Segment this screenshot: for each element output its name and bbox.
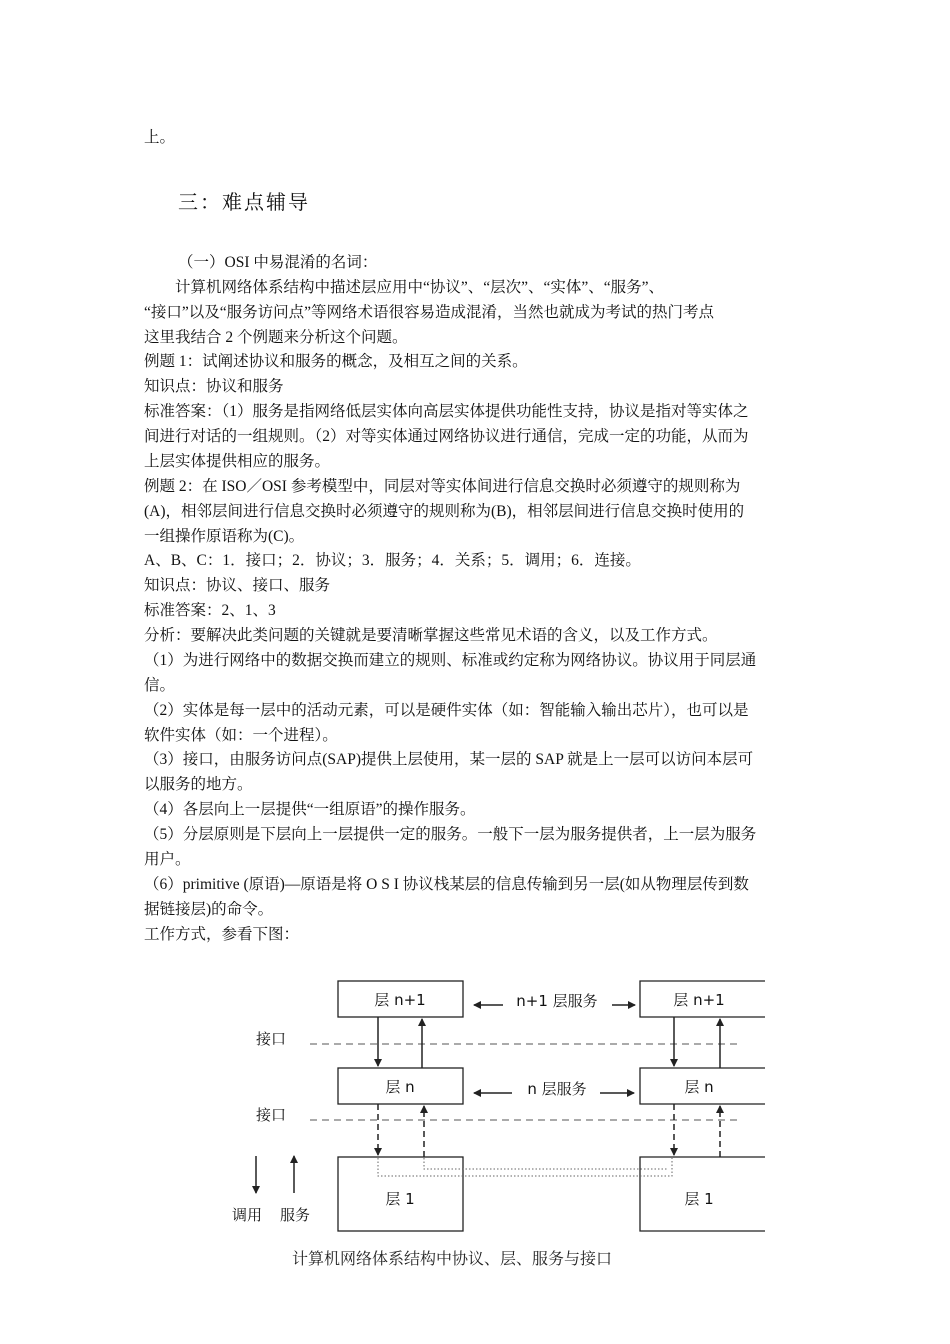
text-line: 知识点：协议和服务 (144, 378, 284, 395)
text-line: （4）各层向上一层提供“一组原语”的操作服务。 (144, 801, 476, 818)
text-line: 信。 (144, 677, 176, 694)
text-line: 例题 2：在 ISO／OSI 参考模型中，同层对等实体间进行信息交换时必须遵守的规则称为 (144, 478, 741, 495)
service-mid-label: n 层服务 (527, 1080, 587, 1098)
text-line: （5）分层原则是下层向上一层提供一定的服务。一般下一层为服务提供者，上一层为服务 (144, 826, 757, 843)
text-line: “接口”以及“服务访问点”等网络术语很容易造成混淆，当然也就成为考试的热门考点 (144, 304, 715, 321)
left-layer-1-label: 层 1 (385, 1190, 415, 1208)
text-line: （6）primitive (原语)—原语是将 O S I 协议栈某层的信息传输到另一层(如从物理层传到数 (144, 876, 749, 893)
interface-label-lower: 接口 (256, 1106, 287, 1124)
text-line: （3）接口，由服务访问点(SAP)提供上层使用，某一层的 SAP 就是上一层可以访问本层可 (144, 751, 754, 768)
text-line: 间进行对话的一组规则。（2）对等实体通过网络协议进行通信，完成一定的功能，从而为 (144, 428, 749, 445)
text-line: 据链接层)的命令。 (144, 901, 274, 918)
legend-call-label: 调用 (232, 1206, 263, 1224)
text-line: 知识点：协议、接口、服务 (144, 577, 331, 594)
text-line: 例题 1：试阐述协议和服务的概念，及相互之间的关系。 (144, 353, 528, 370)
left-layer-n-plus-1-label: 层 n+1 (374, 991, 426, 1009)
text-line: 以服务的地方。 (144, 776, 253, 793)
text-line: 软件实体（如：一个进程）。 (144, 727, 338, 744)
text-line: 分析：要解决此类问题的关键就是要清晰掌握这些常见术语的含义，以及工作方式。 (144, 627, 718, 644)
text-line: 这里我结合 2 个例题来分析这个问题。 (144, 329, 408, 346)
text-line: 用户。 (144, 851, 191, 868)
right-layer-n-label: 层 n (684, 1078, 714, 1096)
text-line: （2）实体是每一层中的活动元素，可以是硬件实体（如：智能输入输出芯片），也可以是 (144, 702, 749, 719)
text-line: 一组操作原语称为(C)。 (144, 528, 305, 545)
text-line: A、B、C：1．接口；2．协议；3．服务；4．关系；5．调用；6．连接。 (144, 552, 641, 569)
text-line: （1）为进行网络中的数据交换而建立的规则、标准或约定称为网络协议。协议用于同层通 (144, 652, 757, 669)
right-layer-n-plus-1-label: 层 n+1 (673, 991, 725, 1009)
section-title: 三：难点辅导 (178, 192, 310, 214)
protocol-layer-diagram (220, 968, 780, 1268)
text-line: 计算机网络体系结构中描述层应用中“协议”、“层次”、“实体”、“服务”、 (144, 279, 665, 296)
legend-service-label: 服务 (280, 1206, 311, 1224)
interface-label-upper: 接口 (256, 1030, 287, 1048)
text-line: (A)，相邻层间进行信息交换时必须遵守的规则称为(B)，相邻层间进行信息交换时使用的 (144, 503, 745, 520)
text-line: （一）OSI 中易混淆的名词： (178, 254, 378, 271)
text-line: 工作方式，参看下图： (144, 926, 300, 943)
text-line: 标准答案：2、1、3 (144, 602, 276, 619)
service-top-label: n+1 层服务 (516, 992, 598, 1010)
right-layer-1-label: 层 1 (684, 1190, 714, 1208)
text-line: 上层实体提供相应的服务。 (144, 453, 331, 470)
lead-line: 上。 (144, 129, 176, 146)
figure-caption: 计算机网络体系结构中协议、层、服务与接口 (292, 1249, 613, 1268)
text-line: 标准答案：（1）服务是指网络低层实体向高层实体提供功能性支持，协议是指对等实体之 (144, 403, 749, 420)
left-layer-n-label: 层 n (385, 1078, 415, 1096)
